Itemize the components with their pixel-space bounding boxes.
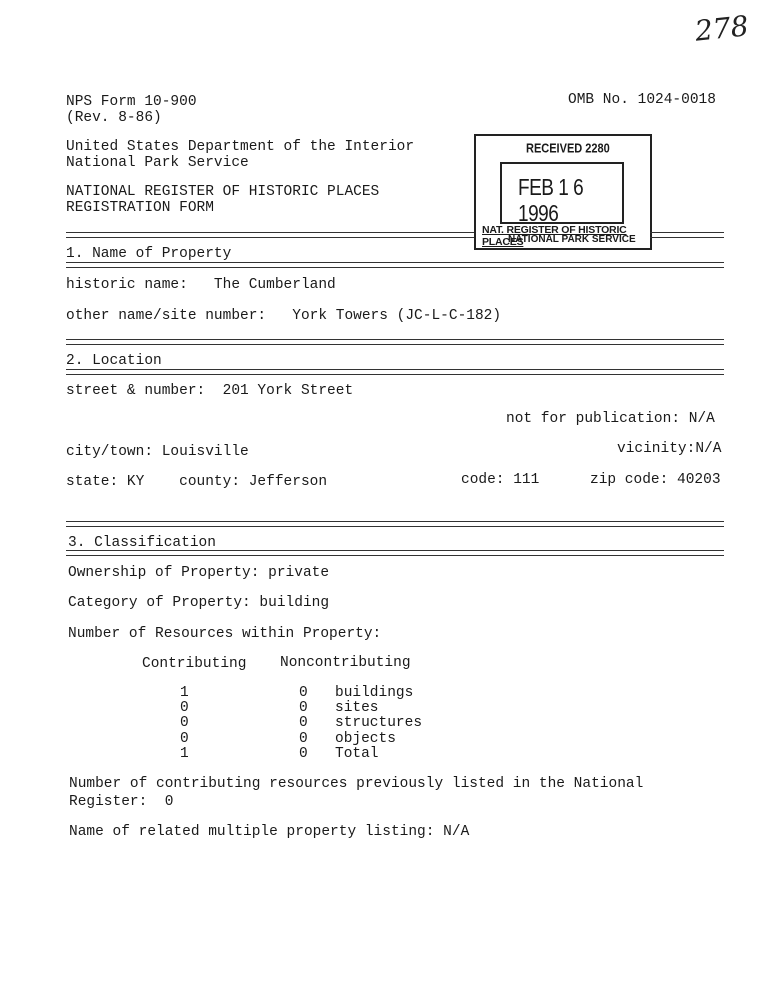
resource-type: sites <box>335 700 379 716</box>
resources-heading: Number of Resources within Property: <box>68 626 382 642</box>
noncontributing-count: 0 <box>299 685 308 701</box>
not-for-publication: not for publication: N/A <box>506 411 715 427</box>
section-divider <box>66 232 474 238</box>
section-heading-classification: 3. Classification <box>68 535 216 551</box>
section-divider <box>66 262 724 268</box>
contributing-count: 0 <box>180 731 189 747</box>
city-town: city/town: Louisville <box>66 444 249 460</box>
contributing-count: 1 <box>180 746 189 762</box>
historic-name: historic name: The Cumberland <box>66 277 336 293</box>
section-divider <box>66 339 724 345</box>
agency: National Park Service <box>66 155 249 171</box>
contributing-count: 1 <box>180 685 189 701</box>
previously-listed: Number of contributing resources previously listed in the National <box>69 776 644 792</box>
ownership: Ownership of Property: private <box>68 565 330 581</box>
col-noncontributing: Noncontributing <box>280 655 411 671</box>
resource-type: structures <box>335 715 423 731</box>
stamp-agency-line: NATIONAL PARK SERVICE <box>508 234 636 245</box>
contributing-count: 0 <box>180 700 189 716</box>
state-county: state: KY county: Jefferson <box>66 474 328 490</box>
stamp-register-line: NAT. REGISTER OF HISTORIC PLACES <box>482 224 627 248</box>
handwritten-page-number: 278 <box>693 9 751 48</box>
street-number: street & number: 201 York Street <box>66 383 354 399</box>
noncontributing-count: 0 <box>299 715 308 731</box>
vicinity: vicinity:N/A <box>617 441 722 457</box>
stamp-date: FEB 1 6 1996 <box>518 175 584 228</box>
section-divider <box>66 521 724 527</box>
col-contributing: Contributing <box>142 656 247 672</box>
noncontributing-count: 0 <box>299 700 308 716</box>
noncontributing-count: 0 <box>299 731 308 747</box>
other-name: other name/site number: York Towers (JC-L-C-182) <box>66 308 502 324</box>
form-number: NPS Form 10-900 <box>66 94 197 110</box>
section-divider <box>66 369 724 375</box>
zip-code: zip code: 40203 <box>590 472 721 488</box>
section-divider <box>650 232 724 238</box>
register-title: NATIONAL REGISTER OF HISTORIC PLACES <box>66 184 380 200</box>
form-revision: (Rev. 8-86) <box>66 110 162 126</box>
noncontributing-count: 0 <box>299 746 308 762</box>
stamp-date-box <box>500 162 624 228</box>
resource-type: objects <box>335 731 396 747</box>
section-heading-location: 2. Location <box>66 353 162 369</box>
section-heading-name: 1. Name of Property <box>66 246 232 262</box>
stamp-received-label: RECEIVED 2280 <box>526 142 610 156</box>
county-code: code: 111 <box>461 472 540 488</box>
contributing-count: 0 <box>180 715 189 731</box>
resource-type: Total <box>335 746 379 762</box>
resource-type: buildings <box>335 685 414 701</box>
received-stamp <box>474 134 652 250</box>
section-divider <box>66 550 724 556</box>
multiple-property-listing: Name of related multiple property listing: N/A <box>69 824 470 840</box>
previously-listed-register: Register: 0 <box>69 794 174 810</box>
department: United States Department of the Interior <box>66 139 415 155</box>
category: Category of Property: building <box>68 595 330 611</box>
omb-number: OMB No. 1024-0018 <box>568 92 716 108</box>
form-title: REGISTRATION FORM <box>66 200 214 216</box>
